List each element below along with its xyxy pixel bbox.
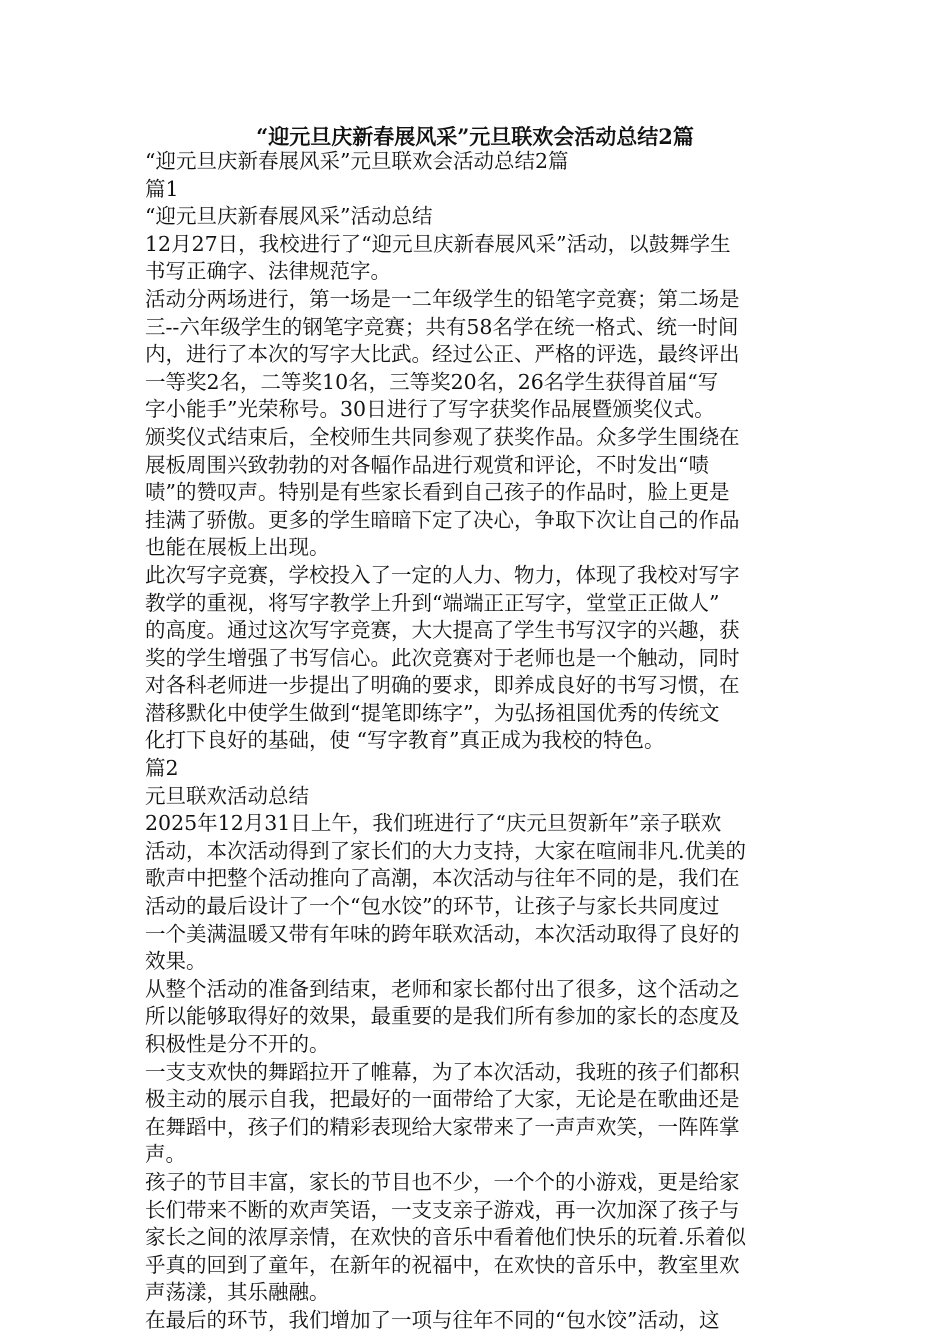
text-line: 挂满了骄傲。更多的学生暗暗下定了决心，争取下次让自己的作品 <box>145 507 740 532</box>
document-title: “迎元旦庆新春展风采”元旦联欢会活动总结2篇 <box>256 124 694 149</box>
text-line: 字小能手”光荣称号。30日进行了写字获奖作品展暨颁奖仪式。 <box>145 397 715 422</box>
text-line: “迎元旦庆新春展风采”活动总结 <box>145 204 433 229</box>
text-line: 声荡漾，其乐融融。 <box>145 1280 330 1305</box>
text-line: 乎真的回到了童年，在新年的祝福中，在欢快的音乐中，教室里欢 <box>145 1252 740 1277</box>
text-line: 啧”的赞叹声。特别是有些家长看到自己孩子的作品时，脸上更是 <box>145 480 730 505</box>
text-line: 在舞蹈中，孩子们的精彩表现给大家带来了一声声欢笑，一阵阵掌 <box>145 1114 740 1139</box>
text-line: 活动，本次活动得到了家长们的大力支持，大家在喧闹非凡.优美的 <box>145 838 747 863</box>
text-line: 一支支欢快的舞蹈拉开了帷幕，为了本次活动，我班的孩子们都积 <box>145 1059 740 1084</box>
text-line: 奖的学生增强了书写信心。此次竞赛对于老师也是一个触动，同时 <box>145 645 740 670</box>
text-line: 效果。 <box>145 949 207 974</box>
text-line: 内，进行了本次的写字大比武。经过公正、严格的评选，最终评出 <box>145 342 740 367</box>
text-line: 2025年12月31日上午，我们班进行了“庆元旦贺新年”亲子联欢 <box>145 811 722 836</box>
text-line: 积极性是分不开的。 <box>145 1032 330 1056</box>
text-line: 声。 <box>145 1142 186 1167</box>
text-line: 一等奖2名，二等奖10名，三等奖20名，26名学生获得首届“写 <box>145 369 719 394</box>
text-line: 书写正确字、法律规范字。 <box>145 259 391 284</box>
text-line: 也能在展板上出现。 <box>145 535 330 560</box>
text-line: 一个美满温暖又带有年味的跨年联欢活动，本次活动取得了良好的 <box>145 921 740 946</box>
text-line: 极主动的展示自我，把最好的一面带给了大家，无论是在歌曲还是 <box>145 1087 740 1112</box>
text-line: 展板周围兴致勃勃的对各幅作品进行观赏和评论，不时发出“啧 <box>145 452 709 477</box>
text-line: 对各科老师进一步提出了明确的要求，即养成良好的书写习惯，在 <box>145 673 740 698</box>
text-line: 家长之间的浓厚亲情，在欢快的音乐中看着他们快乐的玩着.乐着似 <box>145 1225 747 1250</box>
text-line: 篇1 <box>145 176 179 201</box>
text-line: 歌声中把整个活动推向了高潮，本次活动与往年不同的是，我们在 <box>145 866 740 891</box>
text-line: 长们带来不断的欢声笑语，一支支亲子游戏，再一次加深了孩子与 <box>145 1197 740 1222</box>
text-line: 所以能够取得好的效果，最重要的是我们所有参加的家长的态度及 <box>145 1004 740 1029</box>
text-line: 三--六年级学生的钢笔字竞赛；共有58名学在统一格式、统一时间 <box>145 314 739 339</box>
text-line: 篇2 <box>145 756 179 781</box>
text-line: 化打下良好的基础，使 “写字教育”真正成为我校的特色。 <box>145 728 665 753</box>
text-line: 此次写字竞赛，学校投入了一定的人力、物力，体现了我校对写字 <box>145 562 740 587</box>
text-line: 12月27日，我校进行了“迎元旦庆新春展风采”活动，以鼓舞学生 <box>145 231 731 256</box>
text-line: “迎元旦庆新春展风采”元旦联欢会活动总结2篇 <box>145 149 569 173</box>
text-line: 活动的最后设计了一个“包水饺”的环节，让孩子与家长共同度过 <box>145 894 720 919</box>
text-line: 孩子的节目丰富，家长的节目也不少，一个个的小游戏，更是给家 <box>145 1169 740 1194</box>
text-line: 在最后的环节，我们增加了一项与往年不同的“包水饺”活动，这 <box>145 1307 720 1332</box>
text-line: 潜移默化中使学生做到“提笔即练字”，为弘扬祖国优秀的传统文 <box>145 700 720 725</box>
text-line: 元旦联欢活动总结 <box>145 783 309 808</box>
text-line: 的高度。通过这次写字竞赛，大大提高了学生书写汉字的兴趣，获 <box>145 618 740 643</box>
text-line: 颁奖仪式结束后，全校师生共同参观了获奖作品。众多学生围绕在 <box>145 424 740 449</box>
document-body <box>145 148 815 1335</box>
text-line: 从整个活动的准备到结束，老师和家长都付出了很多，这个活动之 <box>145 976 740 1001</box>
text-line: 教学的重视，将写字教学上升到“端端正正写字，堂堂正正做人” <box>145 590 720 615</box>
text-line: 活动分两场进行，第一场是一二年级学生的铅笔字竞赛；第二场是 <box>145 286 740 311</box>
